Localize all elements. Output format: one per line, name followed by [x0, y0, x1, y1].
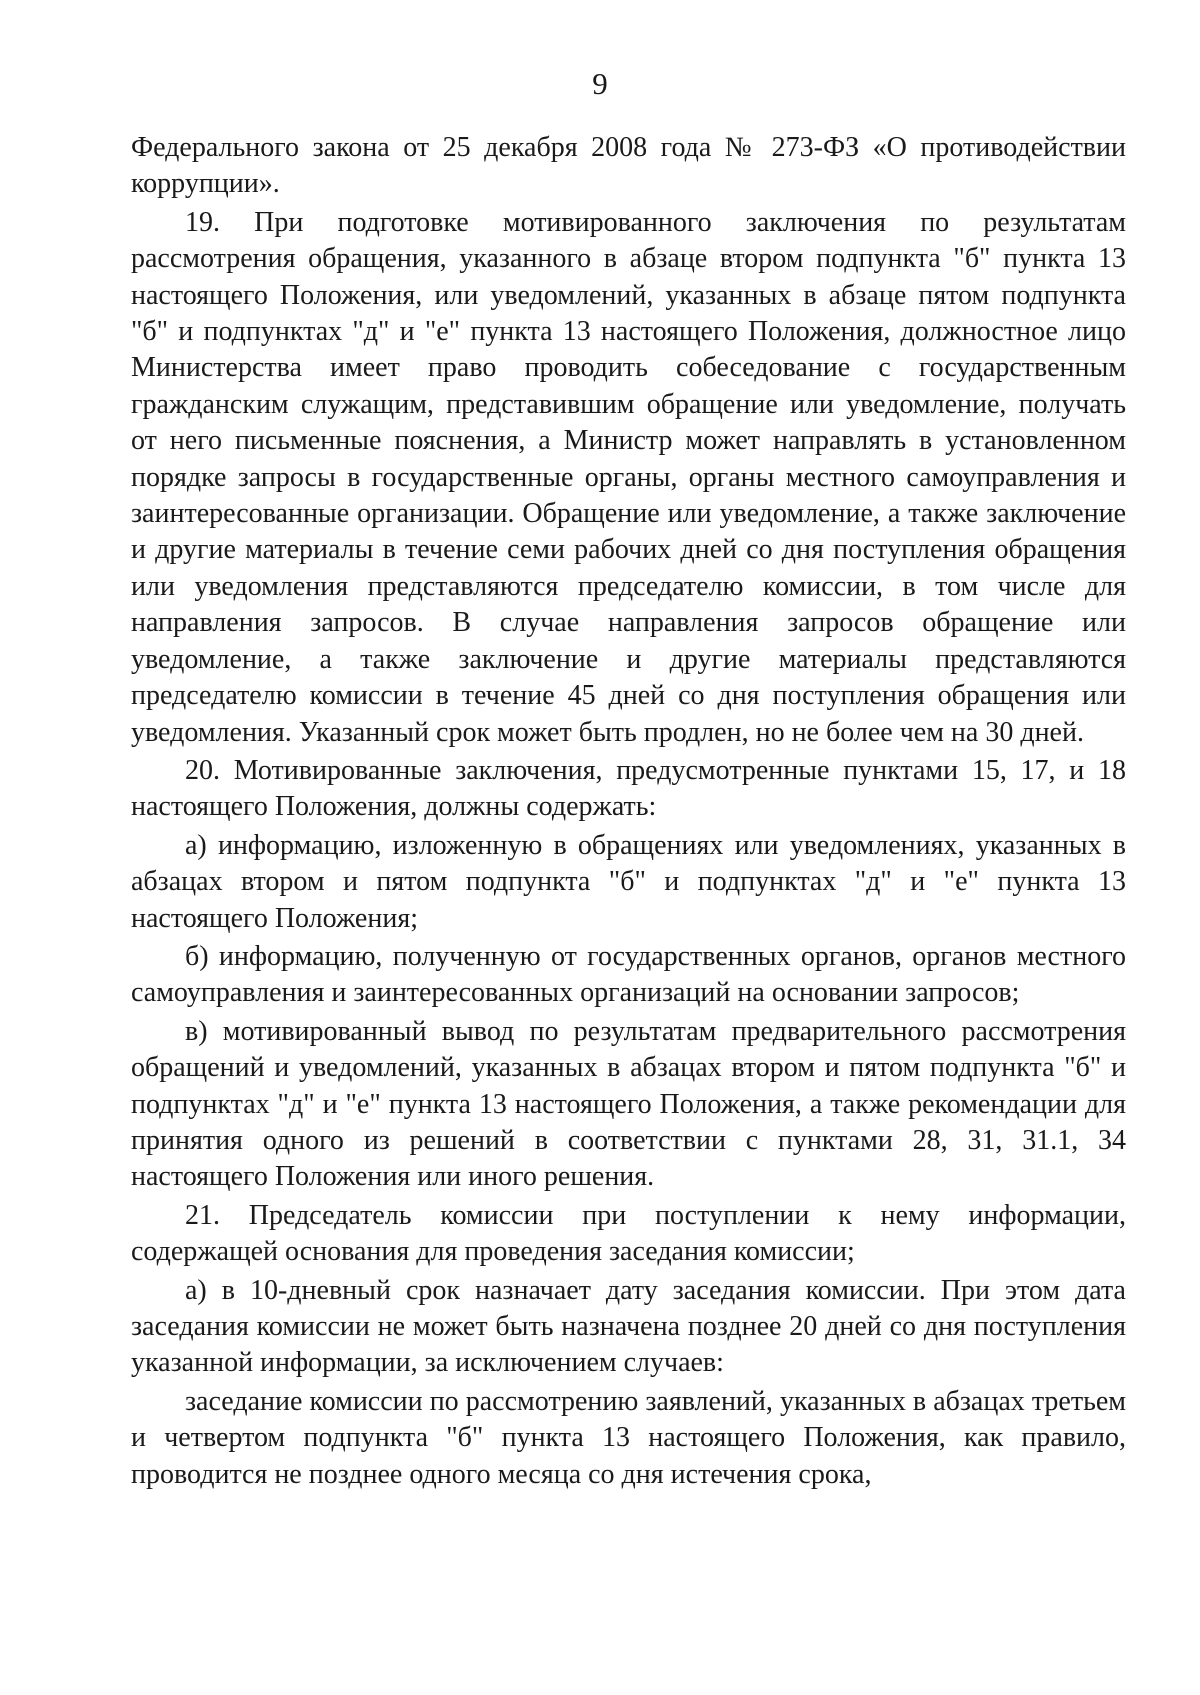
paragraph-law-reference-continuation: Федерального закона от 25 декабря 2008 года № 273-ФЗ «О противодействии коррупции».	[131, 132, 1126, 200]
paragraph-item-21-a-exception: заседание комиссии по рассмотрению заявлений, указанных в абзацах третьем и четвертом подпункта "б" пункта 13 настоящего Положения, как правило, проводится не позднее одного месяца со дня истечения срока,	[131, 1385, 1126, 1490]
document-body	[131, 130, 1126, 1493]
paragraph-item-21: 21. Председатель комиссии при поступлении к нему информации, содержащей основания для проведения заседания комиссии;	[131, 1199, 1126, 1268]
paragraph-item-20-v: в) мотивированный вывод по результатам предварительного рассмотрения обращений и уведомлений, указанных в абзацах втором и пятом подпункта "б" и подпунктах "д" и "е" пункта 13 настоящего Положения, а также рекомендации для принятия одного из решений в соответствии с пунктами 28, 31, 31.1, 34 настоящего Положения или иного решения.	[131, 1015, 1126, 1193]
paragraph-item-21-a: а) в 10-дневный срок назначает дату заседания комиссии. При этом дата заседания комиссии не может быть назначена позднее 20 дней со дня поступления указанной информации, за исключением случаев:	[131, 1274, 1126, 1379]
paragraph-item-20: 20. Мотивированные заключения, предусмотренные пунктами 15, 17, и 18 настоящего Положения, должны содержать:	[131, 754, 1126, 823]
paragraph-item-19: 19. При подготовке мотивированного заключения по результатам рассмотрения обращения, указанного в абзаце втором подпункта "б" пункта 13 настоящего Положения, или уведомлений, указанных в абзаце пятом подпункта "б" и подпунктах "д" и "е" пункта 13 настоящего Положения, должностное лицо Министерства имеет право проводить собеседование с государственным гражданским служащим, представившим обращение или уведомление, получать от него письменные пояснения, а Министр может направлять в установленном порядке запросы в государственные органы, органы местного самоуправления и заинтересованные организации. Обращение или уведомление, а также заключение и другие материалы в течение семи рабочих дней со дня поступления обращения или уведомления представляются председателю комиссии, в том числе для направления запросов. В случае направления запросов обращение или уведомление, а также заключение и другие материалы представляются председателю комиссии в течение 45 дней со дня поступления обращения или уведомления. Указанный срок может быть продлен, но не более чем на 30 дней.	[131, 206, 1126, 748]
paragraph-item-20-a: а) информацию, изложенную в обращениях или уведомлениях, указанных в абзацах втором и пятом подпункта "б" и подпунктах "д" и "е" пункта 13 настоящего Положения;	[131, 829, 1126, 934]
paragraph-item-20-b: б) информацию, полученную от государственных органов, органов местного самоуправления и заинтересованных организаций на основании запросов;	[131, 940, 1126, 1009]
page-number: 9	[592, 66, 608, 101]
